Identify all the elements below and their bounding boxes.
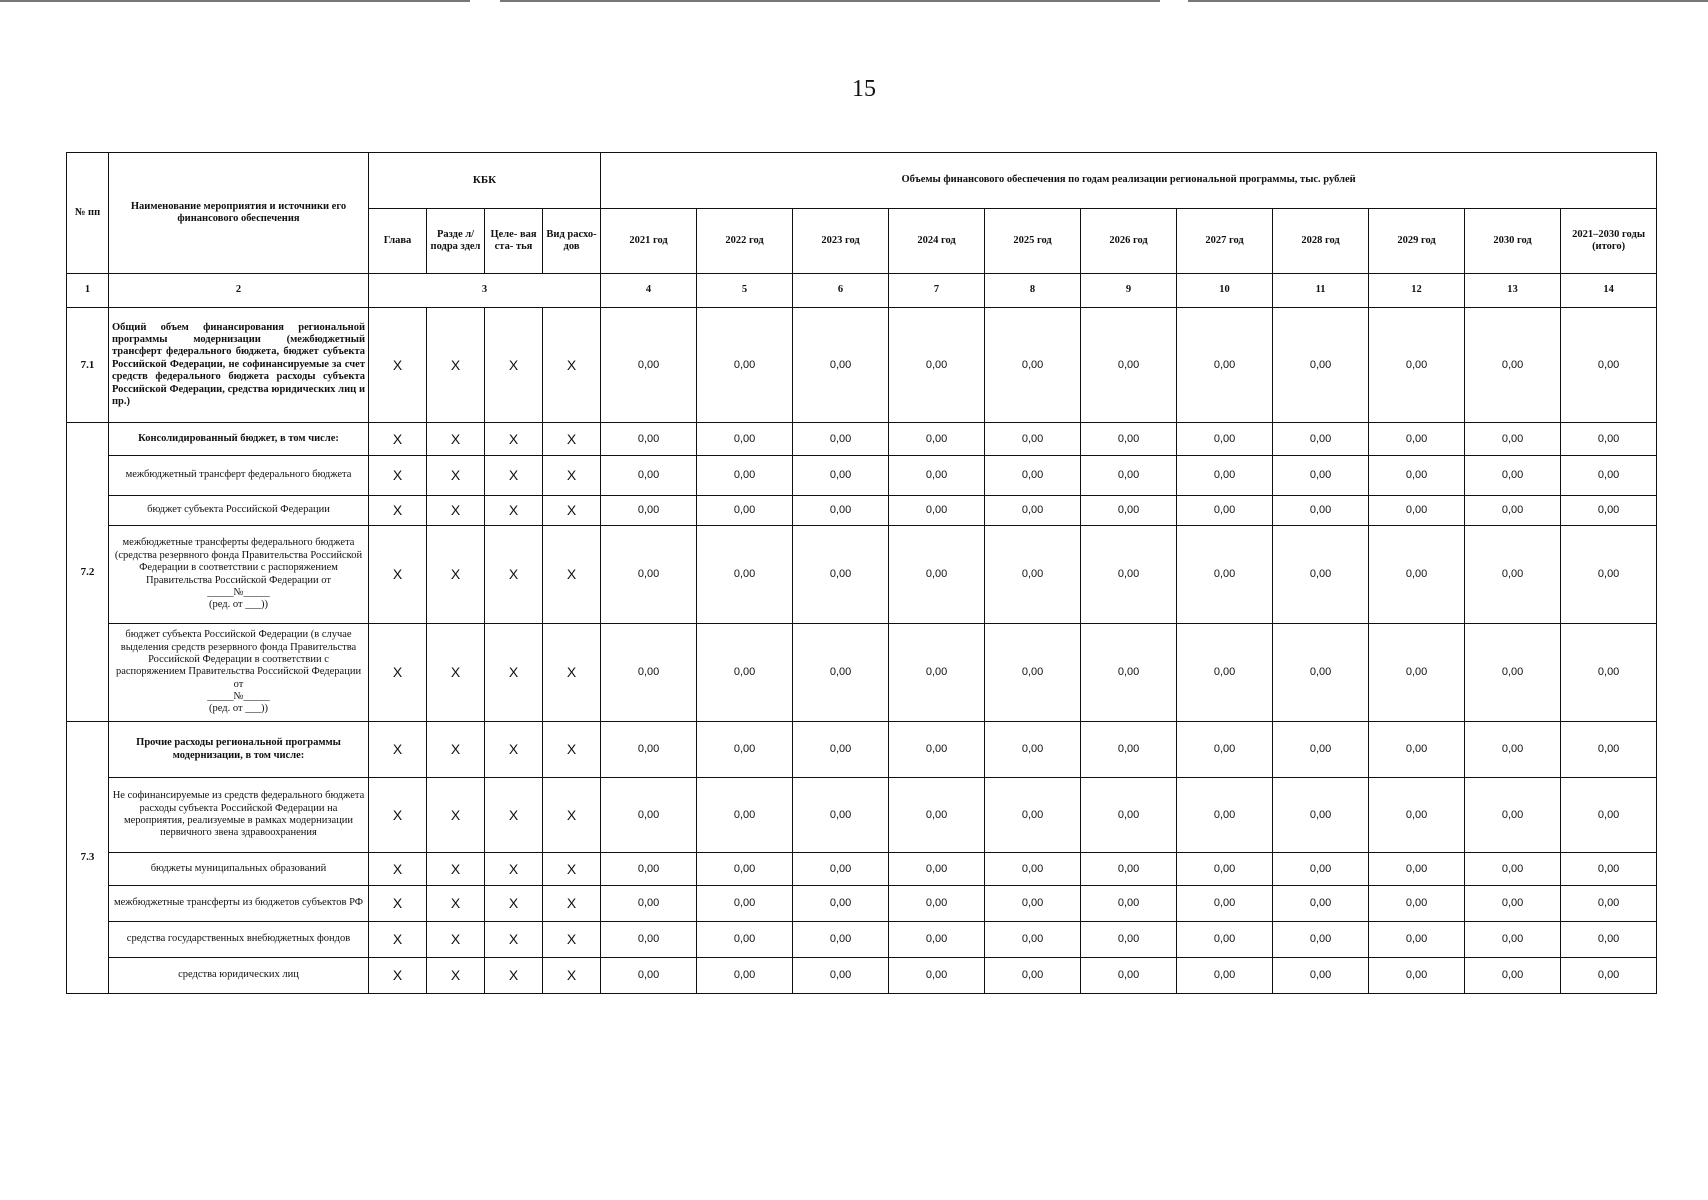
- amount-cell: 0,00: [1177, 853, 1273, 886]
- section-number: 7.2: [67, 423, 109, 722]
- header-number: № пп: [67, 153, 109, 274]
- amount-cell: 0,00: [1465, 456, 1561, 496]
- column-number: 8: [985, 274, 1081, 308]
- kbk-cell: Х: [427, 526, 485, 624]
- amount-cell: 0,00: [793, 526, 889, 624]
- amount-cell: 0,00: [1177, 624, 1273, 722]
- kbk-cell: Х: [543, 922, 601, 958]
- row-name: [109, 886, 369, 922]
- amount-cell: 0,00: [793, 423, 889, 456]
- amount-cell: 0,00: [793, 624, 889, 722]
- amount-cell: 0,00: [601, 308, 697, 423]
- amount-cell: 0,00: [697, 496, 793, 526]
- header-year-total: 2021–2030 годы (итого): [1561, 209, 1657, 274]
- amount-cell: 0,00: [1081, 778, 1177, 853]
- amount-cell: 0,00: [793, 308, 889, 423]
- kbk-cell: Х: [369, 456, 427, 496]
- amount-cell: 0,00: [1273, 423, 1369, 456]
- amount-cell: 0,00: [601, 778, 697, 853]
- header-year: 2021 год: [601, 209, 697, 274]
- amount-cell: 0,00: [1177, 886, 1273, 922]
- row-name-text: бюджет субъекта Российской Федерации (в случае выделения средств резервного фонда Правительства Российской Федерации в соответствии с распоряжением Правительства Российской Федерации от: [115, 629, 362, 690]
- amount-cell: 0,00: [1081, 624, 1177, 722]
- amount-cell: 0,00: [697, 624, 793, 722]
- amount-cell: 0,00: [1561, 496, 1657, 526]
- amount-cell: 0,00: [1177, 423, 1273, 456]
- kbk-cell: Х: [369, 624, 427, 722]
- row-name: [109, 423, 369, 456]
- amount-cell: 0,00: [601, 958, 697, 994]
- kbk-cell: Х: [543, 456, 601, 496]
- header-year: 2029 год: [1369, 209, 1465, 274]
- row-name: [109, 722, 369, 778]
- amount-cell: 0,00: [1465, 853, 1561, 886]
- kbk-cell: Х: [485, 958, 543, 994]
- amount-cell: 0,00: [601, 853, 697, 886]
- amount-cell: 0,00: [601, 722, 697, 778]
- header-year: 2028 год: [1273, 209, 1369, 274]
- amount-cell: 0,00: [1369, 496, 1465, 526]
- header-kbk-statya: Целе- вая ста- тья: [485, 209, 543, 274]
- amount-cell: 0,00: [985, 456, 1081, 496]
- amount-cell: 0,00: [697, 456, 793, 496]
- amount-cell: 0,00: [1369, 853, 1465, 886]
- amount-cell: 0,00: [1273, 886, 1369, 922]
- amount-cell: 0,00: [1177, 922, 1273, 958]
- row-name: [109, 526, 369, 624]
- amount-cell: 0,00: [697, 922, 793, 958]
- kbk-cell: Х: [543, 496, 601, 526]
- kbk-cell: Х: [543, 958, 601, 994]
- amount-cell: 0,00: [1081, 886, 1177, 922]
- kbk-cell: Х: [543, 308, 601, 423]
- kbk-cell: Х: [427, 922, 485, 958]
- kbk-cell: Х: [485, 624, 543, 722]
- kbk-cell: Х: [427, 958, 485, 994]
- kbk-cell: Х: [427, 423, 485, 456]
- amount-cell: 0,00: [793, 922, 889, 958]
- amount-cell: 0,00: [889, 722, 985, 778]
- amount-cell: 0,00: [1561, 958, 1657, 994]
- header-year: 2023 год: [793, 209, 889, 274]
- row-name-text: Прочие расходы региональной программы модернизации, в том числе:: [136, 737, 341, 761]
- amount-cell: 0,00: [1081, 308, 1177, 423]
- amount-cell: 0,00: [697, 853, 793, 886]
- row-name-text: Консолидированный бюджет, в том числе:: [138, 432, 339, 444]
- kbk-cell: Х: [369, 853, 427, 886]
- amount-cell: 0,00: [1273, 308, 1369, 423]
- decree-number-blank: _____№_____: [207, 691, 270, 703]
- amount-cell: 0,00: [1561, 886, 1657, 922]
- column-number: 7: [889, 274, 985, 308]
- column-number: 12: [1369, 274, 1465, 308]
- row-name-text: Не софинансируемые из средств федерального бюджета расходы субъекта Российской Федерации на мероприятия, реализуемые в рамках модернизации первичного звена здравоохранения: [112, 790, 365, 839]
- amount-cell: 0,00: [1369, 958, 1465, 994]
- amount-cell: 0,00: [889, 958, 985, 994]
- amount-cell: 0,00: [1561, 853, 1657, 886]
- kbk-cell: Х: [485, 308, 543, 423]
- amount-cell: 0,00: [1465, 624, 1561, 722]
- amount-cell: 0,00: [697, 423, 793, 456]
- kbk-cell: Х: [427, 722, 485, 778]
- amount-cell: 0,00: [1369, 778, 1465, 853]
- row-name-text: средства государственных внебюджетных фондов: [126, 933, 351, 945]
- kbk-cell: Х: [369, 886, 427, 922]
- row-legal-entities: [67, 958, 1657, 994]
- row-non-cofinanced: [67, 778, 1657, 853]
- decree-edition-blank: (ред. от ___)): [209, 599, 268, 611]
- amount-cell: 0,00: [793, 886, 889, 922]
- amount-cell: 0,00: [601, 886, 697, 922]
- header-year: 2027 год: [1177, 209, 1273, 274]
- amount-cell: 0,00: [1369, 624, 1465, 722]
- amount-cell: 0,00: [601, 526, 697, 624]
- header-year: 2022 год: [697, 209, 793, 274]
- decree-edition-blank: (ред. от ___)): [209, 703, 268, 715]
- amount-cell: 0,00: [889, 496, 985, 526]
- kbk-cell: Х: [485, 853, 543, 886]
- amount-cell: 0,00: [985, 526, 1081, 624]
- row-name: [109, 922, 369, 958]
- row-other-expenses: [67, 722, 1657, 778]
- kbk-cell: Х: [427, 308, 485, 423]
- amount-cell: 0,00: [889, 308, 985, 423]
- amount-cell: 0,00: [1177, 496, 1273, 526]
- amount-cell: 0,00: [1081, 853, 1177, 886]
- amount-cell: 0,00: [1369, 526, 1465, 624]
- amount-cell: 0,00: [985, 853, 1081, 886]
- amount-cell: 0,00: [1369, 886, 1465, 922]
- kbk-cell: Х: [485, 722, 543, 778]
- amount-cell: 0,00: [1081, 958, 1177, 994]
- amount-cell: 0,00: [985, 886, 1081, 922]
- amount-cell: 0,00: [1081, 456, 1177, 496]
- amount-cell: 0,00: [1081, 423, 1177, 456]
- column-number: 2: [109, 274, 369, 308]
- header-year: 2030 год: [1465, 209, 1561, 274]
- row-name-text: бюджеты муниципальных образований: [150, 862, 327, 874]
- amount-cell: 0,00: [1081, 496, 1177, 526]
- kbk-cell: Х: [485, 496, 543, 526]
- amount-cell: 0,00: [1561, 308, 1657, 423]
- amount-cell: 0,00: [1465, 958, 1561, 994]
- amount-cell: 0,00: [1561, 456, 1657, 496]
- amount-cell: 0,00: [985, 722, 1081, 778]
- amount-cell: 0,00: [793, 456, 889, 496]
- amount-cell: 0,00: [1273, 496, 1369, 526]
- kbk-cell: Х: [485, 922, 543, 958]
- amount-cell: 0,00: [1177, 722, 1273, 778]
- amount-cell: 0,00: [1273, 958, 1369, 994]
- amount-cell: 0,00: [793, 496, 889, 526]
- amount-cell: 0,00: [1465, 722, 1561, 778]
- amount-cell: 0,00: [889, 456, 985, 496]
- amount-cell: 0,00: [1465, 496, 1561, 526]
- row-municipal-budgets: [67, 853, 1657, 886]
- header-volumes: Объемы финансового обеспечения по годам реализации региональной программы, тыс. рублей: [601, 153, 1657, 209]
- column-number: 1: [67, 274, 109, 308]
- amount-cell: 0,00: [601, 496, 697, 526]
- kbk-cell: Х: [369, 778, 427, 853]
- kbk-cell: Х: [485, 778, 543, 853]
- row-regional-budget-reserve: [67, 624, 1657, 722]
- amount-cell: 0,00: [985, 778, 1081, 853]
- kbk-cell: Х: [485, 423, 543, 456]
- amount-cell: 0,00: [1465, 526, 1561, 624]
- kbk-cell: Х: [543, 722, 601, 778]
- kbk-cell: Х: [427, 853, 485, 886]
- kbk-cell: Х: [427, 886, 485, 922]
- section-number: 7.1: [67, 308, 109, 423]
- row-name: [109, 958, 369, 994]
- column-number: 13: [1465, 274, 1561, 308]
- row-name-text: Общий объем финансирования региональной программы модернизации (межбюджетный трансферт федерального бюджета, бюджет субъекта Российской Федерации, не софинансируемые за счет средств федерального бюджета расходы субъекта Российской Федерации, средства юридических лиц и пр.): [112, 321, 365, 407]
- row-name: [109, 778, 369, 853]
- column-number: 4: [601, 274, 697, 308]
- header-kbk: КБК: [369, 153, 601, 209]
- column-number: 3: [369, 274, 601, 308]
- amount-cell: 0,00: [985, 308, 1081, 423]
- amount-cell: 0,00: [697, 886, 793, 922]
- kbk-cell: Х: [369, 922, 427, 958]
- amount-cell: 0,00: [985, 496, 1081, 526]
- amount-cell: 0,00: [1561, 922, 1657, 958]
- kbk-cell: Х: [369, 496, 427, 526]
- amount-cell: 0,00: [1369, 722, 1465, 778]
- amount-cell: 0,00: [1177, 308, 1273, 423]
- amount-cell: 0,00: [1081, 722, 1177, 778]
- row-extrabudgetary-funds: [67, 922, 1657, 958]
- row-total-financing: [67, 308, 1657, 423]
- amount-cell: 0,00: [1081, 922, 1177, 958]
- column-number: 14: [1561, 274, 1657, 308]
- row-federal-transfer: [67, 456, 1657, 496]
- amount-cell: 0,00: [889, 423, 985, 456]
- amount-cell: 0,00: [697, 778, 793, 853]
- amount-cell: 0,00: [601, 624, 697, 722]
- amount-cell: 0,00: [1273, 526, 1369, 624]
- kbk-cell: Х: [543, 886, 601, 922]
- amount-cell: 0,00: [1273, 922, 1369, 958]
- kbk-cell: Х: [369, 722, 427, 778]
- kbk-cell: Х: [369, 958, 427, 994]
- amount-cell: 0,00: [1273, 624, 1369, 722]
- amount-cell: 0,00: [601, 423, 697, 456]
- amount-cell: 0,00: [793, 778, 889, 853]
- row-name-text: средства юридических лиц: [178, 969, 299, 981]
- amount-cell: 0,00: [1465, 423, 1561, 456]
- row-consolidated-budget: [67, 423, 1657, 456]
- amount-cell: 0,00: [985, 922, 1081, 958]
- kbk-cell: Х: [427, 624, 485, 722]
- kbk-cell: Х: [543, 423, 601, 456]
- kbk-cell: Х: [543, 526, 601, 624]
- page-number: 15: [852, 76, 876, 102]
- amount-cell: 0,00: [1081, 526, 1177, 624]
- amount-cell: 0,00: [1465, 922, 1561, 958]
- row-name: [109, 624, 369, 722]
- amount-cell: 0,00: [1561, 526, 1657, 624]
- amount-cell: 0,00: [1561, 423, 1657, 456]
- kbk-cell: Х: [485, 886, 543, 922]
- header-kbk-glava: Глава: [369, 209, 427, 274]
- amount-cell: 0,00: [889, 526, 985, 624]
- amount-cell: 0,00: [1561, 624, 1657, 722]
- row-name-text: межбюджетные трансферты из бюджетов субъектов РФ: [113, 897, 364, 909]
- row-interbudget-transfers: [67, 886, 1657, 922]
- amount-cell: 0,00: [1369, 456, 1465, 496]
- amount-cell: 0,00: [1561, 778, 1657, 853]
- amount-cell: 0,00: [601, 922, 697, 958]
- row-name: [109, 456, 369, 496]
- amount-cell: 0,00: [1177, 778, 1273, 853]
- amount-cell: 0,00: [1177, 526, 1273, 624]
- column-number: 9: [1081, 274, 1177, 308]
- amount-cell: 0,00: [1369, 308, 1465, 423]
- amount-cell: 0,00: [985, 958, 1081, 994]
- amount-cell: 0,00: [889, 922, 985, 958]
- amount-cell: 0,00: [889, 624, 985, 722]
- column-number: 10: [1177, 274, 1273, 308]
- header-name: Наименование мероприятия и источники его финансового обеспечения: [109, 153, 369, 274]
- amount-cell: 0,00: [1465, 778, 1561, 853]
- header-kbk-razdel: Разде л/ подра здел: [427, 209, 485, 274]
- header-year: 2025 год: [985, 209, 1081, 274]
- kbk-cell: Х: [427, 456, 485, 496]
- amount-cell: 0,00: [1177, 958, 1273, 994]
- section-number: 7.3: [67, 722, 109, 994]
- amount-cell: 0,00: [1177, 456, 1273, 496]
- amount-cell: 0,00: [1465, 886, 1561, 922]
- kbk-cell: Х: [427, 496, 485, 526]
- header-year: 2026 год: [1081, 209, 1177, 274]
- amount-cell: 0,00: [985, 423, 1081, 456]
- amount-cell: 0,00: [697, 526, 793, 624]
- amount-cell: 0,00: [793, 722, 889, 778]
- amount-cell: 0,00: [1465, 308, 1561, 423]
- row-name: [109, 496, 369, 526]
- amount-cell: 0,00: [697, 308, 793, 423]
- row-name: [109, 853, 369, 886]
- amount-cell: 0,00: [1273, 456, 1369, 496]
- amount-cell: 0,00: [697, 958, 793, 994]
- amount-cell: 0,00: [1561, 722, 1657, 778]
- amount-cell: 0,00: [1369, 423, 1465, 456]
- row-name-text: межбюджетный трансферт федерального бюджета: [125, 469, 352, 481]
- row-name-text: межбюджетные трансферты федерального бюджета (средства резервного фонда Правительства Российской Федерации в соответствии с распоряжением Правительства Российской Федерации от: [114, 537, 363, 586]
- kbk-cell: Х: [543, 778, 601, 853]
- amount-cell: 0,00: [889, 886, 985, 922]
- row-name-text: бюджет субъекта Российской Федерации: [147, 504, 330, 516]
- row-reserve-fund-transfer: [67, 526, 1657, 624]
- kbk-cell: Х: [543, 624, 601, 722]
- column-number: 11: [1273, 274, 1369, 308]
- scan-top-line: [0, 0, 1708, 2]
- amount-cell: 0,00: [889, 778, 985, 853]
- amount-cell: 0,00: [1369, 922, 1465, 958]
- kbk-cell: Х: [485, 456, 543, 496]
- amount-cell: 0,00: [601, 456, 697, 496]
- financing-table: [66, 152, 1657, 994]
- kbk-cell: Х: [543, 853, 601, 886]
- kbk-cell: Х: [485, 526, 543, 624]
- amount-cell: 0,00: [793, 958, 889, 994]
- row-regional-budget: [67, 496, 1657, 526]
- amount-cell: 0,00: [889, 853, 985, 886]
- kbk-cell: Х: [369, 423, 427, 456]
- amount-cell: 0,00: [985, 624, 1081, 722]
- kbk-cell: Х: [369, 526, 427, 624]
- amount-cell: 0,00: [1273, 853, 1369, 886]
- amount-cell: 0,00: [1273, 722, 1369, 778]
- kbk-cell: Х: [427, 778, 485, 853]
- amount-cell: 0,00: [1273, 778, 1369, 853]
- column-number: 6: [793, 274, 889, 308]
- kbk-cell: Х: [369, 308, 427, 423]
- amount-cell: 0,00: [697, 722, 793, 778]
- header-kbk-vid: Вид расхо- дов: [543, 209, 601, 274]
- amount-cell: 0,00: [793, 853, 889, 886]
- column-number: 5: [697, 274, 793, 308]
- column-numbering-row: [67, 274, 1657, 308]
- decree-number-blank: _____№_____: [207, 586, 270, 598]
- row-name: [109, 308, 369, 423]
- header-year: 2024 год: [889, 209, 985, 274]
